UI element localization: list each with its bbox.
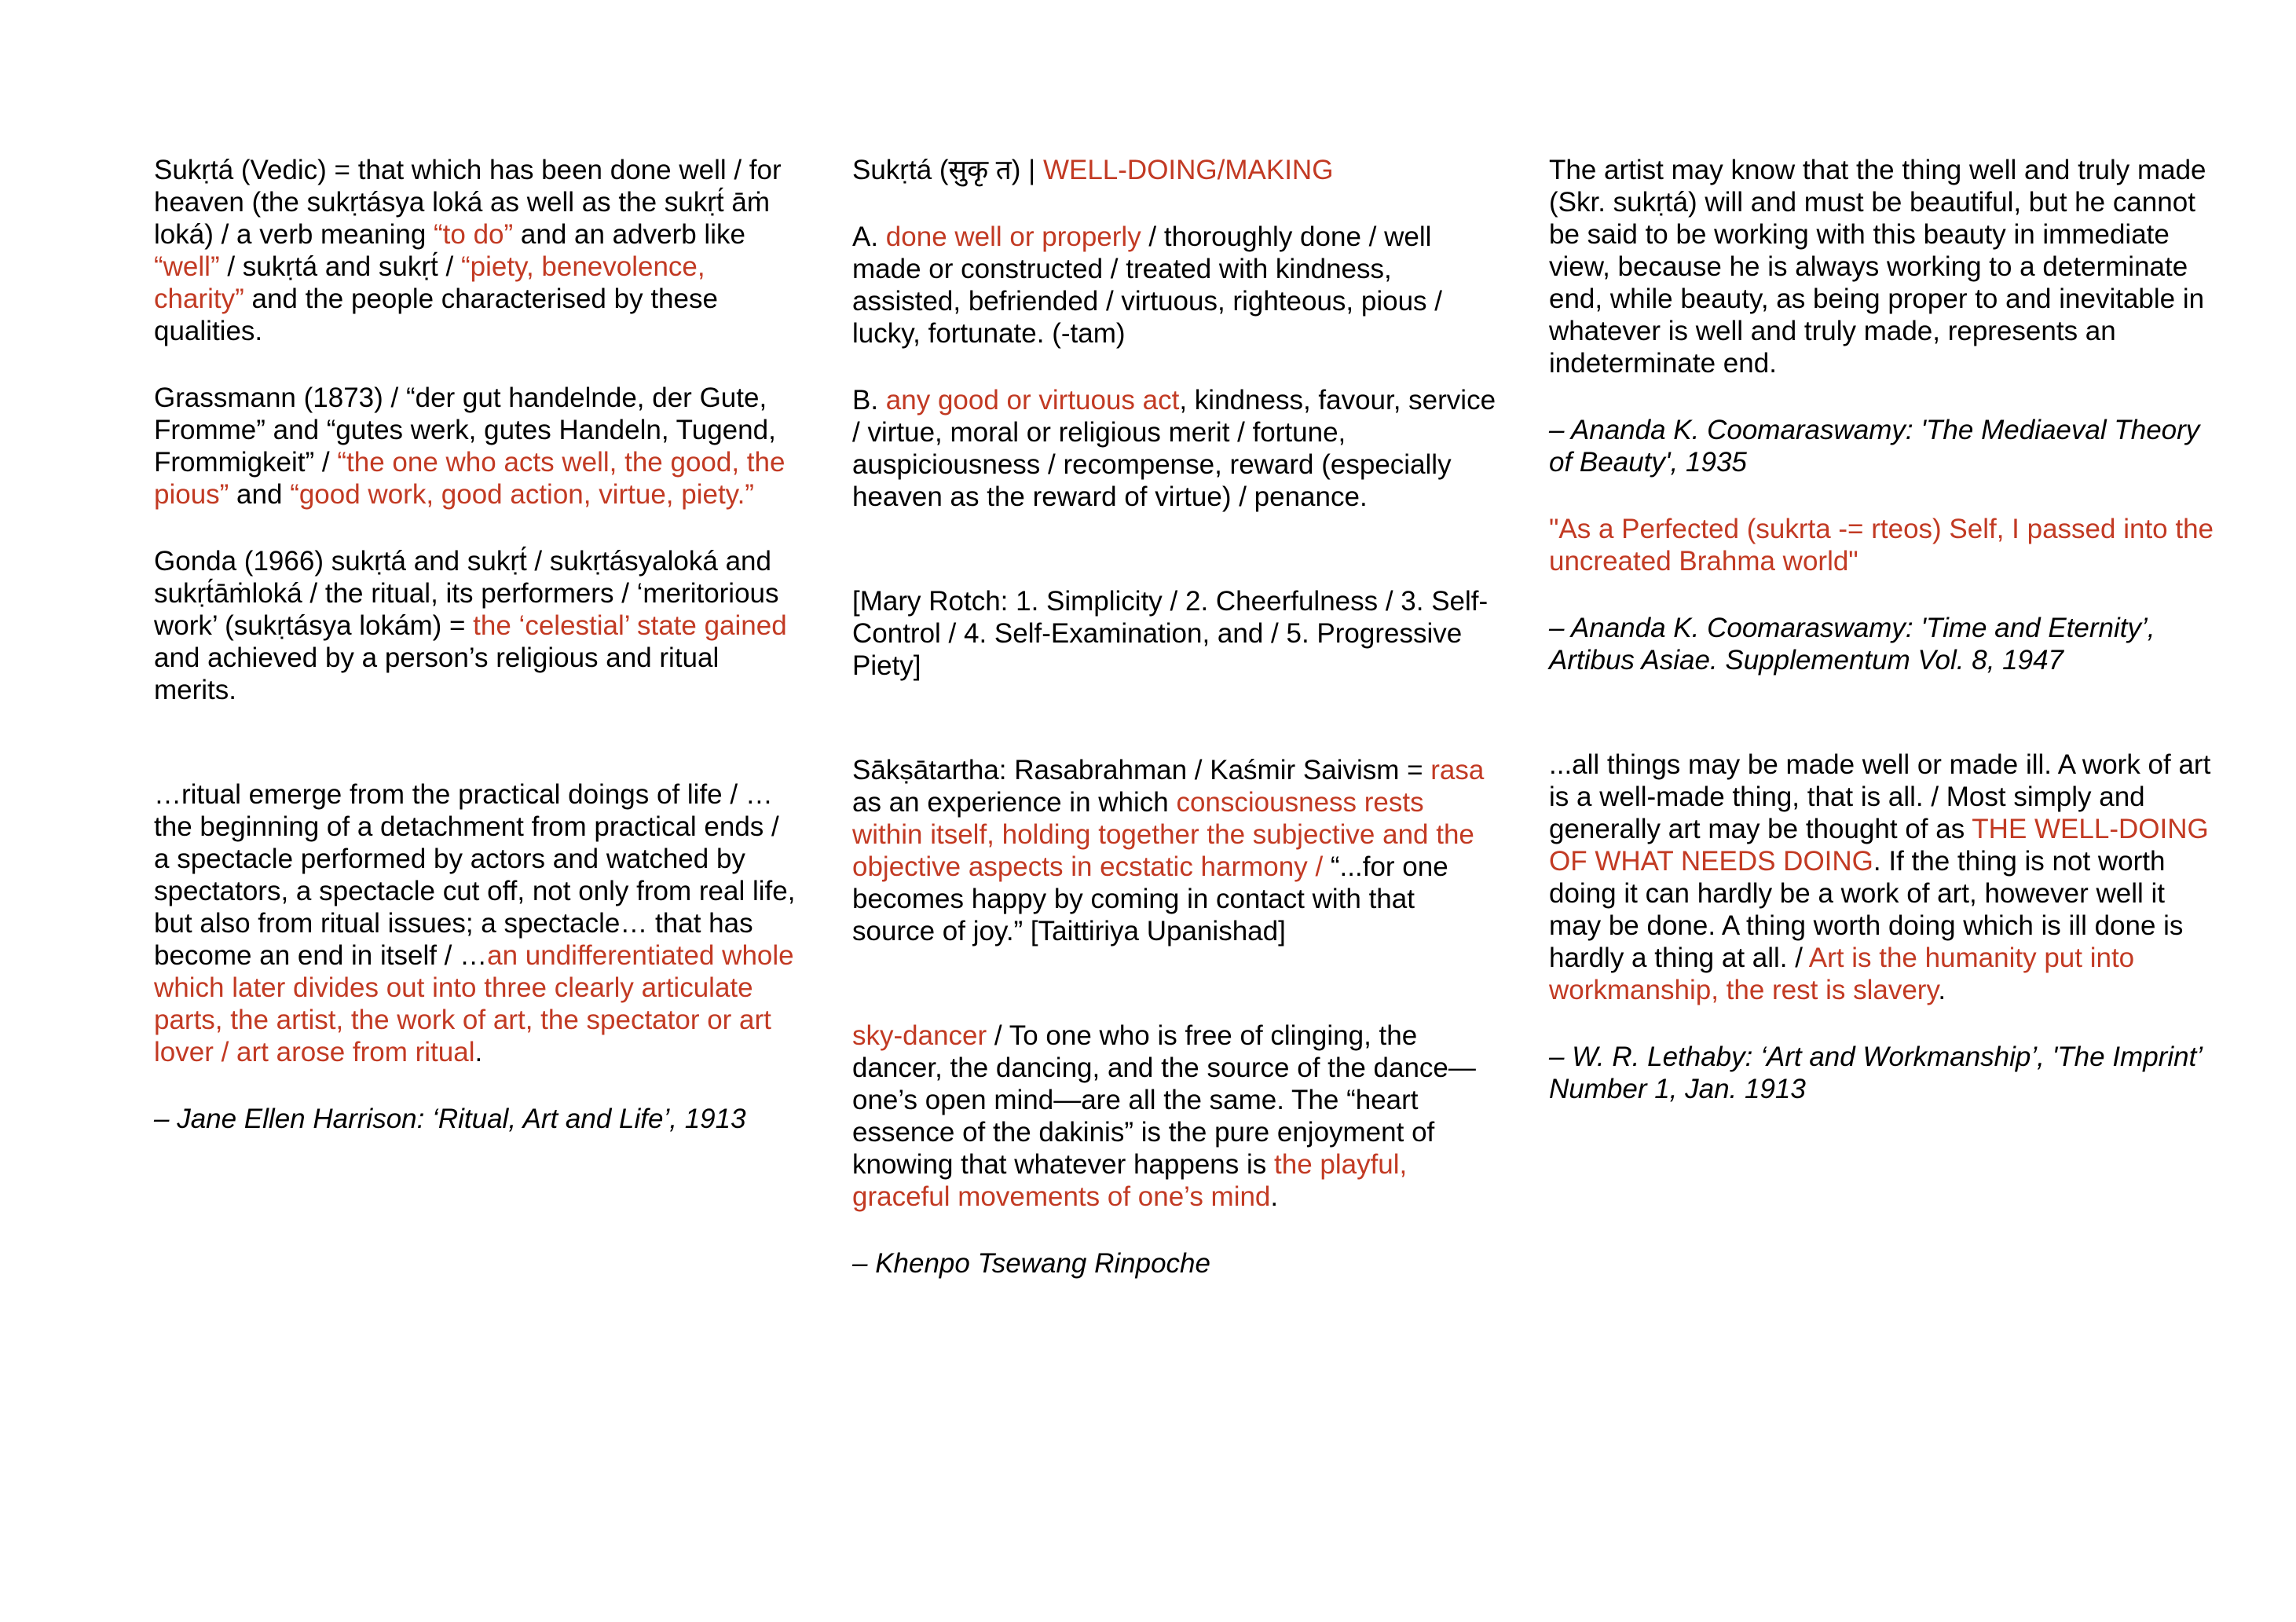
paragraph [852, 154, 1500, 186]
text-run: [Mary Rotch: 1. Simplicity / 2. Cheerfulness / 3. Self-Control / 4. Self-Examination, and / 5. Progressive Piety] [852, 586, 1489, 681]
paragraph [1549, 154, 2221, 379]
text-run: an undifferentiated whole which later divides out into three clearly articulate parts, the artist, the work of art, the spectator or art lover / art arose from ritual [154, 940, 794, 1067]
paragraph [154, 154, 801, 347]
text-run: “good work, good action, virtue, piety.” [290, 479, 754, 510]
paragraph [852, 585, 1500, 682]
column-2 [852, 154, 1500, 1280]
text-run: “well” [154, 251, 220, 282]
text-run: Sukṛtá (Vedic) = that which has been done well / for heaven (the sukṛtásya loká as well as the sukṛt́ āṁ loká) / a verb meaning [154, 155, 782, 250]
paragraph [852, 1247, 1500, 1280]
column-1 [154, 154, 801, 1135]
text-run: . [1270, 1181, 1279, 1212]
text-run: A. [852, 222, 886, 252]
text-run: done well or properly [885, 222, 1141, 252]
paragraph [852, 384, 1500, 513]
text-run: Sukṛtá (सुकृ त) | [852, 155, 1043, 185]
text-run: rasa [1430, 755, 1485, 785]
paragraph [852, 1020, 1500, 1213]
column-3 [1549, 154, 2221, 1105]
text-run: Sākṣātartha: Rasabrahman / Kaśmir Saivism = [852, 755, 1431, 785]
text-run: THE WELL-DOING OF WHAT NEEDS DOING [1549, 814, 2209, 877]
text-run: the ‘celestial’ state gained [473, 610, 787, 641]
text-run: Grassmann (1873) / “der gut handelnde, der Gute, Fromme” and “gutes werk, gutes Handeln, Tugend, Frommigkeit” / [154, 383, 776, 478]
text-run: / thoroughly done / well made or constructed / treated with kindness, assisted, befriended / virtuous, righteous, pious / lucky, fortunate. (-tam) [852, 222, 1442, 349]
text-run: “to do” [434, 219, 514, 250]
text-run: . [474, 1037, 483, 1067]
paragraph [154, 778, 801, 1068]
text-run: Art is the humanity put into workmanship, the rest is slavery [1549, 943, 2135, 1005]
text-run: and an adverb like [513, 219, 745, 250]
text-run: – Khenpo Tsewang Rinpoche [852, 1248, 1210, 1279]
text-run: the playful, graceful movements of one’s mind [852, 1149, 1408, 1212]
text-run: / sukṛtá and sukṛt́ / [219, 251, 461, 282]
text-run: any good or virtuous act [885, 385, 1180, 416]
text-run: . If the thing is not worth doing it can hardly be a work of art, however well it may be done. A thing worth doing which is ill done is hardly a thing at all. / [1549, 846, 2184, 973]
text-run: ...all things may be made well or made ill. A work of art is a well-made thing, that is all. / Most simply and generally art may be thought of as [1549, 749, 2211, 844]
text-run: “...for one becomes happy by coming in contact with that source of joy.” [Taittiriya Upanishad] [852, 851, 1448, 946]
text-run: “piety, benevolence, charity” [154, 251, 705, 314]
text-run: …ritual emerge from the practical doings of life / …the beginning of a detachment from practical ends / a spectacle performed by actors and watched by spectators, a spectacle cut off, not only from real life, but also from ritual issues; a spectacle… that has become an end in itself / … [154, 779, 796, 971]
text-run: as an experience in which [852, 787, 1177, 818]
paragraph [154, 1103, 801, 1135]
paragraph [1549, 749, 2221, 1006]
text-run: – Ananda K. Coomaraswamy: 'Time and Eternity’, Artibus Asiae. Supplementum Vol. 8, 1947 [1549, 613, 2155, 676]
paragraph [852, 754, 1500, 947]
text-run: consciousness rests within itself, holding together the subjective and the objective aspects in ecstatic harmony / [852, 787, 1474, 882]
text-run: "As a Perfected (sukrta -= rteos) Self, I passed into the uncreated Brahma world" [1549, 514, 2214, 577]
paragraph [154, 545, 801, 706]
paragraph [1549, 612, 2221, 676]
text-run: and the people characterised by these qualities. [154, 284, 718, 346]
text-run: and achieved by a person’s religious and ritual merits. [154, 643, 720, 705]
text-run: – W. R. Lethaby: ‘Art and Workmanship’, 'The Imprint’ Number 1, Jan. 1913 [1549, 1042, 2202, 1104]
text-run: and [229, 479, 291, 510]
text-run: , kindness, favour, service / virtue, moral or religious merit / fortune, auspiciousness / recompense, reward (especially heaven as the reward of virtue) / penance. [852, 385, 1496, 512]
paragraph [852, 221, 1500, 350]
text-run: B. [852, 385, 886, 416]
text-run: – Jane Ellen Harrison: ‘Ritual, Art and Life’, 1913 [154, 1104, 746, 1134]
text-run: / To one who is free of clinging, the dancer, the dancing, and the source of the dance—one’s open mind—are all the same. The “heart essence of the dakinis” is the pure enjoyment of knowing that whatever happens is [852, 1020, 1476, 1180]
text-run: Gonda (1966) sukṛtá and sukṛt́ / sukṛtásyaloká and sukṛt́āṁloká / the ritual, its performers / ‘meritorious work’ (sukṛtásya lokám) = [154, 546, 779, 641]
text-run: . [1938, 975, 1946, 1005]
paragraph [1549, 414, 2221, 478]
text-run: The artist may know that the thing well and truly made (Skr. sukṛtá) will and must be beautiful, but he cannot be said to be working with this beauty in immediate view, because he is always working to a determinate end, while beauty, as being proper to and inevitable in whatever is well and truly made, represents an indeterminate end. [1549, 155, 2206, 379]
paragraph [154, 382, 801, 511]
paragraph [1549, 1041, 2221, 1105]
text-run: WELL-DOING/MAKING [1042, 155, 1334, 185]
text-run: sky-dancer [852, 1020, 987, 1051]
text-run: – Ananda K. Coomaraswamy: 'The Mediaeval Theory of Beauty', 1935 [1549, 415, 2200, 478]
paragraph [1549, 513, 2221, 577]
text-run: “the one who acts well, the good, the pious” [154, 447, 785, 510]
